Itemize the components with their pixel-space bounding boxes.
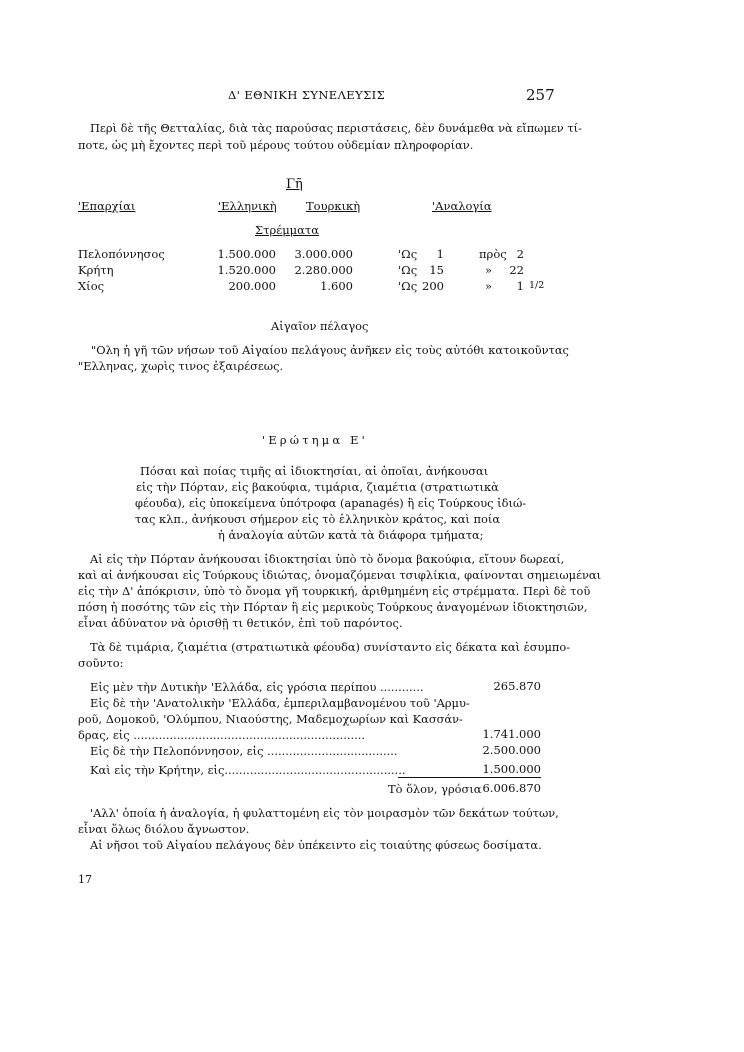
col-header-province: 'Επαρχίαι <box>78 199 136 213</box>
leader-dots: ............ <box>380 680 424 694</box>
answer-p2-line-1: Τὰ δὲ τιμάρια, ζιαμέτια (στρατιωτικὰ φέουδα) συνίσταντο εἰς δέκατα καὶ ἐσυμπο- <box>90 640 571 654</box>
aegean-heading: Αἰγαῖον πέλαγος <box>271 319 369 333</box>
greek-cell: 1.500.000 <box>217 247 276 261</box>
item-amount: 2.500.000 <box>482 743 541 757</box>
answer-p1-line-3: εἰς τὴν Δ' ἀπόκρισιν, ὑπὸ τὸ ὄνομα γῆ τουρκική, ἀριθμημένη εἰς στρέμματα. Περὶ δὲ τοῦ <box>78 584 591 598</box>
answer-p3-line-2: εἶναι ὅλως διόλου ἄγνωστον. <box>78 822 250 836</box>
item-text: Εἰς μὲν τὴν Δυτικὴν 'Ελλάδα, εἰς γρόσια περίπου ............ <box>90 680 424 694</box>
answer-p2-line-2: σοῦντο: <box>78 656 124 670</box>
answer-p1-line-1: Αἱ εἰς τὴν Πόρταν ἀνήκουσαι ἰδιοκτησίαι ὑπὸ τὸ ὄνομα βακούφια, εἴτουν δωρεαί, <box>90 552 565 566</box>
answer-p3-line-1: 'Αλλ' ὁποία ἡ ἀναλογία, ἡ φυλαττομένη εἰς τὸν μοιρασμὸν τῶν δεκάτων τούτων, <box>90 806 559 820</box>
page-number: 257 <box>526 86 555 104</box>
leader-dots: .................................................. <box>224 763 406 777</box>
sum-rule <box>398 777 541 778</box>
item-text: ροῦ, Δομοκοῦ, 'Ολύμπου, Νιαούστης, Μαδεμοχωρίων καὶ Κασσάν- <box>78 712 463 726</box>
question-heading: 'Ερώτημα Ε' <box>262 433 368 447</box>
ratio-os: 'Ως <box>398 263 418 277</box>
item-text: δρας, εἰς ................................................................ <box>78 728 365 742</box>
printer-signature: 17 <box>78 873 92 886</box>
item-text: Εἰς δὲ τὴν Πελοπόννησον, εἰς .................................... <box>90 744 398 758</box>
turkish-cell: 2.280.000 <box>294 263 353 277</box>
unit-label: Στρέμματα <box>255 223 320 237</box>
answer-p1-line-4: πόση ἡ ποσότης τῶν εἰς τὴν Πόρταν ἢ εἰς μερικοὺς Τούρκους ἀναγομένων ἰδιοκτησιῶν, <box>78 600 588 614</box>
col-header-greek: 'Ελληνικὴ <box>218 199 277 213</box>
intro-line-1: Περὶ δὲ τῆς Θετταλίας, διὰ τὰς παρούσας περιστάσεις, δὲν δυνάμεθα νὰ εἴπωμεν τί- <box>90 121 582 135</box>
ratio-pros: » <box>485 263 493 277</box>
total-label: Τὸ ὅλον, γρόσια <box>388 782 482 796</box>
item-amount: 1.500.000 <box>482 762 541 776</box>
ratio-a: 200 <box>422 279 444 293</box>
answer-p1-line-5: εἶναι ἀδύνατον νὰ ὁρισθῇ τι θετικόν, ἐπὶ τοῦ παρόντος. <box>78 616 403 630</box>
ratio-pros: » <box>485 279 493 293</box>
province-cell: Κρήτη <box>78 263 114 277</box>
item-amount: 1.741.000 <box>482 727 541 741</box>
ratio-os: 'Ως <box>398 247 418 261</box>
ratio-os: 'Ως <box>398 279 418 293</box>
ratio-a: 1 <box>436 247 444 261</box>
question-line-3: φέουδα), εἰς ὑποκείμενα ὑπότροφα (apanagés) ἢ εἰς Τούρκους ἰδιώ- <box>135 496 527 510</box>
table-group-header: Γῆ <box>286 177 303 192</box>
item-text: Εἰς δὲ τὴν 'Ανατολικὴν 'Ελλάδα, ἐμπεριλαμβανομένου τοῦ 'Αρμυ- <box>90 696 470 710</box>
greek-cell: 1.520.000 <box>217 263 276 277</box>
aegean-line-1: "Ολη ἡ γῆ τῶν νήσων τοῦ Αἰγαίου πελάγους ἀνῆκεν εἰς τοὺς αὐτόθι κατοικοῦντας <box>91 343 569 357</box>
col-header-turkish: Τουρκικὴ <box>306 199 361 213</box>
answer-p4: Αἱ νῆσοι τοῦ Αἰγαίου πελάγους δὲν ὑπέκειντο εἰς τοιαύτης φύσεως δοσίματα. <box>90 838 542 852</box>
aegean-line-2: "Ελληνας, χωρὶς τινος ἐξαιρέσεως. <box>78 359 284 373</box>
item-text: Καὶ εἰς τὴν Κρήτην, εἰς.................................................. <box>90 763 406 777</box>
leader-dots: .................................... <box>267 744 398 758</box>
turkish-cell: 3.000.000 <box>294 247 353 261</box>
province-cell: Πελοπόννησος <box>78 247 165 261</box>
question-line-5: ἡ ἀναλογία αὐτῶν κατὰ τὰ διάφορα τμήματα; <box>218 528 484 542</box>
province-cell: Χίος <box>78 279 105 293</box>
col-header-ratio: 'Αναλογία <box>432 199 492 213</box>
item-amount: 265.870 <box>493 679 541 693</box>
running-header: Δ' ΕΘΝΙΚΗ ΣΥΝΕΛΕΥΣΙΣ <box>228 88 386 102</box>
ratio-b: 2 <box>516 247 524 261</box>
leader-dots: ................................................................ <box>133 728 365 742</box>
ratio-fraction: 1/2 <box>529 280 545 291</box>
answer-p1-line-2: καὶ αἱ ἀνήκουσαι εἰς Τούρκους ἰδιώτας, ὀνομαζόμεναι τσιφλίκια, φαίνονται σημειωμέναι <box>78 568 602 582</box>
total-amount: 6.006.870 <box>482 781 541 795</box>
question-line-1: Πόσαι καὶ ποίας τιμῆς αἱ ἰδιοκτησίαι, αἱ ὁποῖαι, ἀνήκουσαι <box>140 464 489 478</box>
ratio-b: 22 <box>509 263 524 277</box>
intro-line-2: ποτε, ὡς μὴ ἔχοντες περὶ τοῦ μέρους τούτου οὐδεμίαν πληροφορίαν. <box>78 138 474 152</box>
greek-cell: 200.000 <box>228 279 276 293</box>
turkish-cell: 1.600 <box>320 279 353 293</box>
ratio-a: 15 <box>429 263 444 277</box>
ratio-pros: πρὸς <box>479 247 507 261</box>
ratio-b: 1 <box>516 279 524 293</box>
question-line-2: εἰς τὴν Πόρταν, εἰς βακούφια, τιμάρια, ζιαμέτια (στρατιωτικὰ <box>136 480 499 494</box>
question-line-4: τας κλπ., ἀνήκουσι σήμερον εἰς τὸ ἑλληνικὸν κράτος, καὶ ποία <box>135 512 501 526</box>
